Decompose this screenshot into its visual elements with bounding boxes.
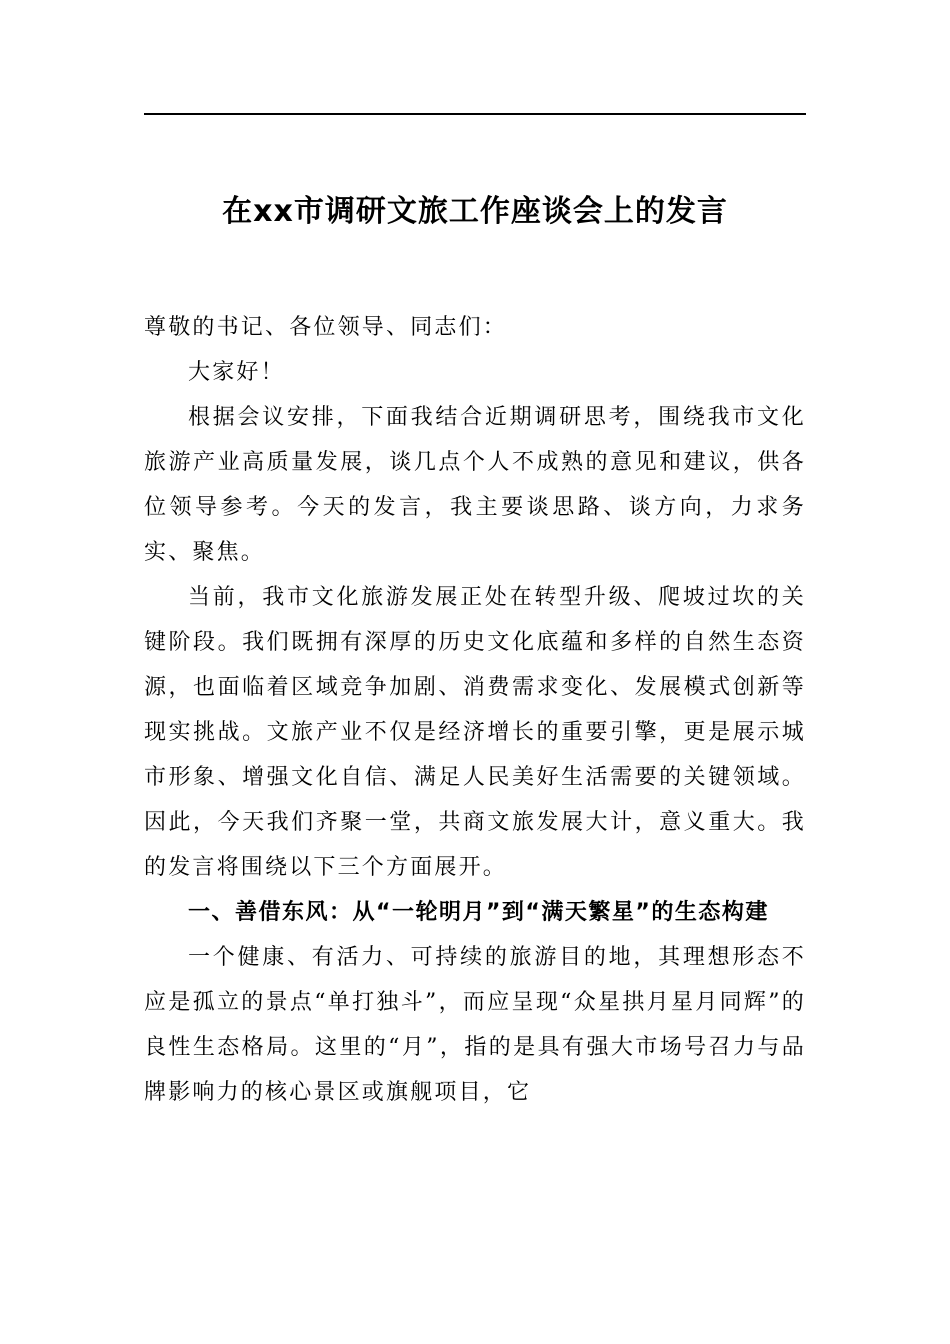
- paragraph-intro: 根据会议安排，下面我结合近期调研思考，围绕我市文化旅游产业高质量发展，谈几点个人不成熟的意见和建议，供各位领导参考。今天的发言，我主要谈思路、谈方向，力求务实、聚焦。: [144, 405, 806, 565]
- greeting: 大家好！: [188, 360, 285, 385]
- paragraph-context: 当前，我市文化旅游发展正处在转型升级、爬坡过坎的关键阶段。我们既拥有深厚的历史文化底蕴和多样的自然生态资源，也面临着区域竞争加剧、消费需求变化、发展模式创新等现实挑战。文旅产业不仅是经济增长的重要引擎，更是展示城市形象、增强文化自信、满足人民美好生活需要的关键领域。因此，今天我们齐聚一堂，共商文旅发展大计，意义重大。我的发言将围绕以下三个方面展开。: [144, 585, 806, 880]
- section-heading: 一、善借东风：从“一轮明月”到“满天繁星”的生态构建: [188, 900, 769, 925]
- section-paragraph: 一个健康、有活力、可持续的旅游目的地，其理想形态不应是孤立的景点“单打独斗”，而应呈现“众星拱月星月同辉”的良性生态格局。这里的“月”，指的是具有强大市场号召力与品牌影响力的核心景区或旗舰项目，它: [144, 945, 806, 1105]
- salutation: 尊敬的书记、各位领导、同志们：: [144, 315, 508, 340]
- document-title: 在xx市调研文旅工作座谈会上的发言: [222, 194, 728, 229]
- document-body: [144, 305, 806, 1115]
- header-rule: [144, 113, 806, 115]
